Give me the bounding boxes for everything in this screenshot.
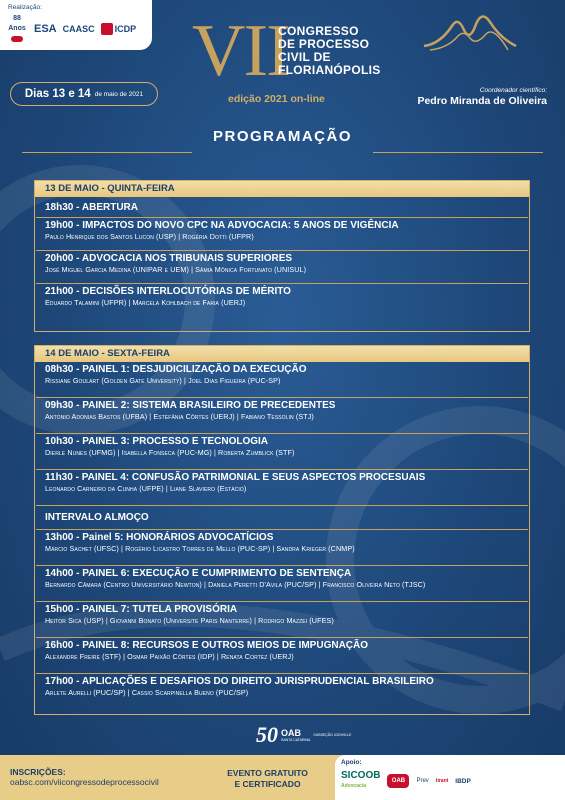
icdp-logo: ICDP	[101, 23, 137, 35]
esa-logo: ESA	[34, 23, 57, 35]
schedule-item	[36, 362, 528, 398]
realizacao-box	[0, 0, 152, 50]
apoio-label: Apoio:	[341, 759, 362, 766]
schedule-item	[36, 674, 528, 710]
schedule-item-speakers: Alexandre Freire (STF) | Osmar Paixão Côrtes (IDP) | Renata Cortez (UERJ)	[45, 652, 294, 661]
sicoob-logo: SICOOB Advocacia	[341, 770, 381, 789]
schedule-item-title: 13h00 - Painel 5: HONORÁRIOS ADVOCATÍCIOS	[45, 532, 274, 543]
schedule-item-title: 10h30 - PAINEL 3: PROCESSO E TECNOLOGIA	[45, 436, 269, 447]
day-heading: 14 DE MAIO - SEXTA-FEIRA	[35, 346, 529, 362]
schedule-item-speakers: Paulo Henrique dos Santos Lucon (USP) | Rogéria Dotti (UFPR)	[45, 232, 254, 241]
schedule-item	[36, 218, 528, 251]
schedule-item-speakers: Eduardo Talamini (UFPR) | Marcela Kohlbach de Faria (UERJ)	[45, 298, 246, 307]
apoio-box	[335, 755, 565, 800]
schedule-item-title: 18h30 - ABERTURA	[45, 202, 138, 213]
schedule-item-title: 17h00 - APLICAÇÕES E DESAFIOS DO DIREITO JURISPRUDENCIAL BRASILEIRO	[45, 676, 434, 687]
programacao-heading: PROGRAMAÇÃO	[213, 128, 352, 145]
realizacao-label: Realização:	[8, 4, 42, 11]
inscricoes-link[interactable]: oabsc.com/viicongressodeprocessocivil	[10, 777, 159, 787]
schedule-item-speakers: Antonio Adonias Bastos (UFBA) | Estefânia Côrtes (UERJ) | Fabiano Tessolin (STJ)	[45, 412, 314, 421]
oab-88-anos-logo: 88 Anos	[6, 14, 28, 44]
event-title: CONGRESSO DE PROCESSO CIVIL DE FLORIANÓPOLIS	[278, 24, 381, 77]
schedule-item-speakers: Arlete Aurelli (PUC/SP) | Cassio Scarpinella Bueno (PUC/SP)	[45, 688, 249, 697]
mountain-logo-icon	[420, 6, 520, 56]
schedule-item	[36, 530, 528, 566]
realizacao-logos	[6, 14, 136, 44]
oab-santa-catarina-logo: OAB	[387, 774, 409, 788]
schedule-item-speakers: Bernardo Câmara (Centro Universitário Newton) | Daniela Peretti D'Avila (PUC/SP) | Francisco Oliveira Neto (TJSC)	[45, 580, 426, 589]
inscricoes-label: INSCRIÇÕES:	[10, 767, 66, 777]
schedule-item-title: 19h00 - IMPACTOS DO NOVO CPC NA ADVOCACIA: 5 ANOS DE VIGÊNCIA	[45, 220, 399, 231]
coordinator-label: Coordenador científico:	[479, 87, 547, 94]
schedule-item	[36, 398, 528, 434]
schedule-item-title: 15h00 - PAINEL 7: TUTELA PROVISÓRIA	[45, 604, 238, 615]
edition-subtitle: edição 2021 on-line	[228, 93, 325, 105]
schedule-item	[36, 251, 528, 284]
tirant-logo: tirant	[435, 778, 449, 784]
schedule-item-title: 16h00 - PAINEL 8: RECURSOS E OUTROS MEIOS DE IMPUGNAÇÃO	[45, 640, 369, 651]
schedule-item-title: INTERVALO ALMOÇO	[45, 512, 149, 523]
divider-left	[22, 152, 192, 153]
schedule-item-title: 21h00 - DECISÕES INTERLOCUTÓRIAS DE MÉRITO	[45, 286, 291, 297]
schedule-item-speakers: Heitor Sica (USP) | Giovanni Bonato (Universite Paris Nanterre) | Rodrigo Mazzei (UFES)	[45, 616, 334, 625]
schedule-item	[36, 284, 528, 317]
schedule-item-speakers: Rissiane Goulart (Golden Gate University) | Joel Dias Figueira (PUC-SP)	[45, 376, 281, 385]
schedule-item	[36, 602, 528, 638]
schedule-item-title: 14h00 - PAINEL 6: EXECUÇÃO E CUMPRIMENTO DE SENTENÇA	[45, 568, 352, 579]
oab-50-anos-logo: 50 OAB SANTA CATARINA SUBSEÇÃO JOINVILLE	[256, 722, 352, 747]
schedule-item	[36, 470, 528, 506]
schedule-item-title: 09h30 - PAINEL 2: SISTEMA BRASILEIRO DE PRECEDENTES	[45, 400, 336, 411]
schedule-item-speakers: José Miguel Garcia Medina (UNIPAR e UEM) | Sâmia Mônica Fortunato (UNISUL)	[45, 265, 307, 274]
event-dates-month: de maio de 2021	[94, 90, 144, 98]
edition-roman-numeral: VII	[192, 10, 289, 92]
coordinator-name: Pedro Miranda de Oliveira	[417, 95, 547, 107]
prev-logo: Prev	[416, 778, 429, 784]
schedule-item-speakers: Leonardo Carneiro da Cunha (UFPE) | Liane Slaviero (Estácio)	[45, 484, 247, 493]
apoio-logos	[341, 771, 471, 791]
day-schedule-14-maio	[34, 345, 530, 715]
inscricoes-block	[10, 767, 159, 787]
day-schedule-13-maio	[34, 180, 530, 332]
schedule-item	[36, 434, 528, 470]
ibdp-logo: IBDP	[455, 777, 471, 785]
schedule-item-speakers: Márcio Sachet (UFSC) | Rogério Licastro Torres de Mello (PUC-SP) | Sandra Krieger (CNMP)	[45, 544, 355, 553]
day-heading: 13 DE MAIO - QUINTA-FEIRA	[35, 181, 529, 197]
schedule-item-title: 11h30 - PAINEL 4: CONFUSÃO PATRIMONIAL E SEUS ASPECTOS PROCESUAIS	[45, 472, 426, 483]
schedule-item	[36, 566, 528, 602]
caasc-logo: CAASC	[62, 24, 95, 34]
oab-badge	[11, 36, 23, 42]
divider-right	[373, 152, 543, 153]
event-dates-bold: Dias 13 e 14	[24, 88, 91, 100]
event-dates-badge	[10, 82, 158, 106]
schedule-item-title: 08h30 - PAINEL 1: DESJUDICILIZAÇÃO DA EXECUÇÃO	[45, 364, 307, 375]
schedule-item	[36, 638, 528, 674]
schedule-item	[36, 506, 528, 530]
schedule-item	[36, 197, 528, 218]
icdp-mark-icon	[101, 23, 113, 35]
schedule-item-title: 20h00 - ADVOCACIA NOS TRIBUNAIS SUPERIORES	[45, 253, 293, 264]
schedule-item-speakers: Dierle Nunes (UFMG) | Isabella Fonseca (PUC-MG) | Roberta Zumblick (STF)	[45, 448, 295, 457]
evento-gratuito-text: EVENTO GRATUITO E CERTIFICADO	[227, 768, 308, 789]
